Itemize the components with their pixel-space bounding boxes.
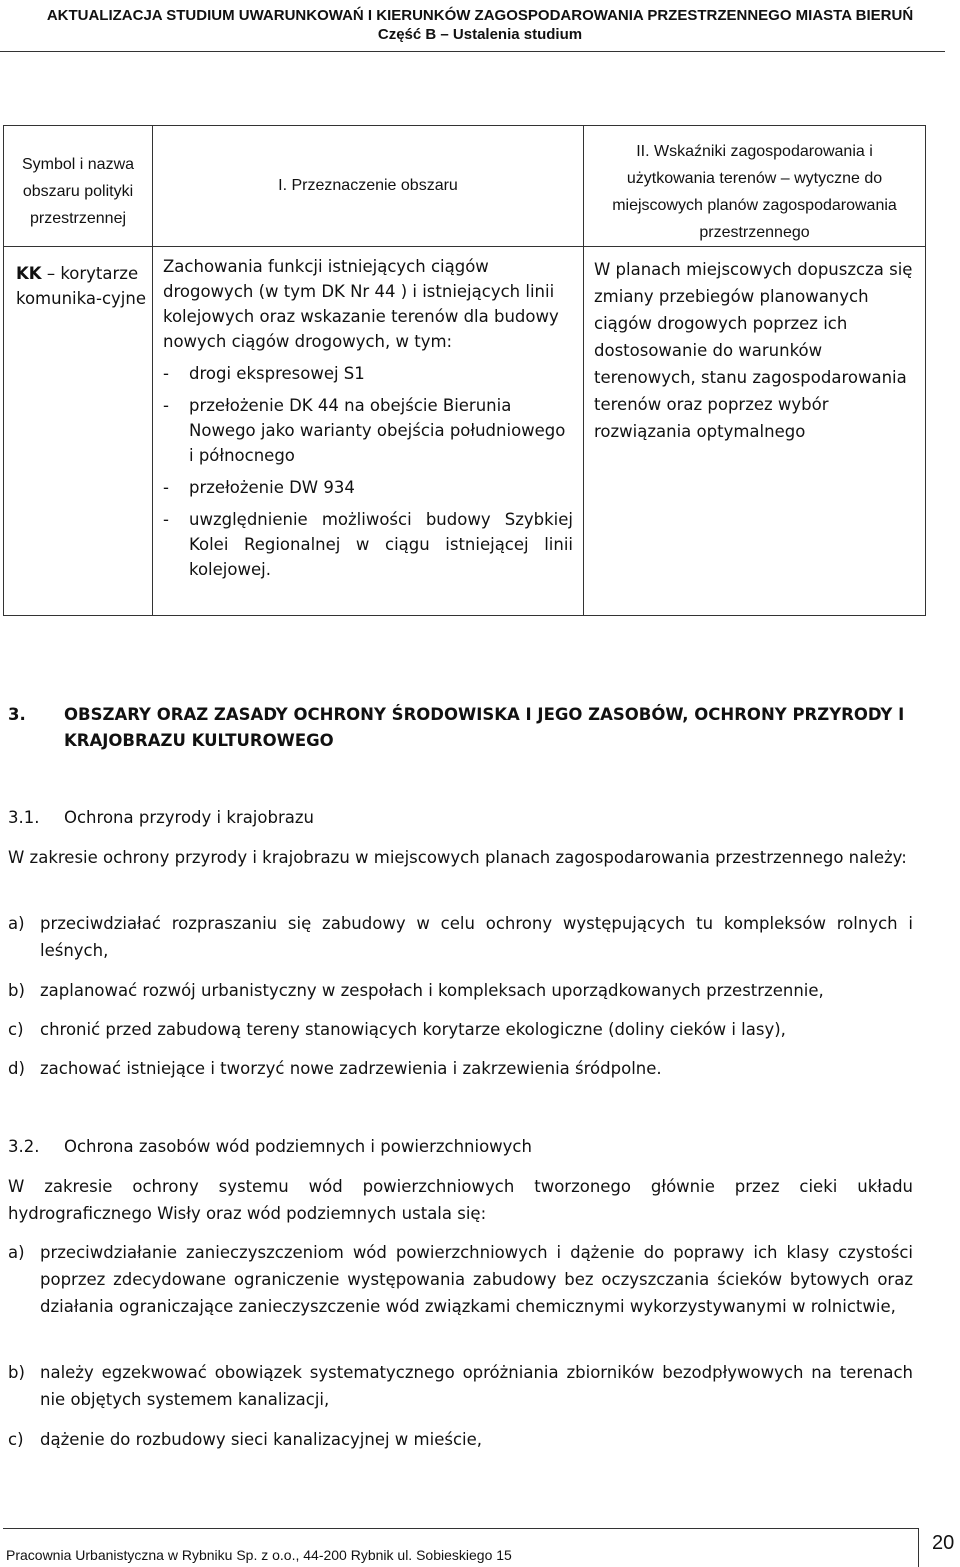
list-item: c) chronić przed zabudową tereny stanowiących korytarze ekologiczne (doliny cieków i lasy),	[8, 1020, 786, 1039]
col-purpose-header: I. Przeznaczenie obszaru	[153, 126, 584, 247]
table-header-row	[4, 126, 926, 247]
list-item: d) zachować istniejące i tworzyć nowe zadrzewienia i zakrzewienia śródpolne.	[8, 1059, 662, 1078]
header-subtitle: Część B – Ustalenia studium	[377, 26, 583, 43]
document-header	[0, 6, 960, 44]
col-guidelines-header: II. Wskaźniki zagospodarowania i użytkowania terenów – wytyczne do miejscowych planów zagospodarowania przestrzennego	[584, 126, 926, 247]
list-item: - przełożenie DW 934	[163, 478, 355, 497]
header-title: AKTUALIZACJA STUDIUM UWARUNKOWAŃ I KIERUNKÓW ZAGOSPODAROWANIA PRZESTRZENNEGO MIASTA BIERUŃ	[46, 7, 914, 24]
section-3-2-intro: W zakresie ochrony systemu wód powierzchniowych tworzonego głównie przez cieki układu hydrograficznego Wisły oraz wód podziemnych ustala się:	[8, 1177, 913, 1223]
area-name: – korytarze komunika-cyjne	[16, 264, 146, 308]
section-3-2-heading: 3.2. Ochrona zasobów wód podziemnych i powierzchniowych	[8, 1137, 532, 1156]
section-3-1-intro: W zakresie ochrony przyrody i krajobrazu w miejscowych planach zagospodarowania przestrzennego należy:	[8, 848, 907, 867]
purpose-cell	[153, 247, 584, 616]
col-symbol-header: Symbol i nazwa obszaru polityki przestrzennej	[4, 126, 153, 247]
list-item: - przełożenie DK 44 na obejście Bierunia Nowego jako warianty obejścia południowego i północnego	[163, 396, 566, 465]
list-item: a) przeciwdziałać rozpraszaniu się zabudowy w celu ochrony występujących tu kompleksów rolnych i leśnych,	[8, 914, 913, 960]
header-divider	[0, 51, 945, 52]
page-number: 20	[932, 1532, 955, 1554]
table-row	[4, 247, 926, 616]
area-symbol-cell	[4, 247, 153, 616]
footer-vertical-divider	[918, 1528, 919, 1567]
footer-address: Pracownia Urbanistyczna w Rybniku Sp. z o.o., 44-200 Rybnik ul. Sobieskiego 15	[6, 1547, 512, 1563]
list-item: b) należy egzekwować obowiązek systematycznego opróżniania zbiorników bezodpływowych na terenach nie objętych systemem kanalizacji,	[8, 1363, 913, 1409]
list-item: a) przeciwdziałanie zanieczyszczeniom wód powierzchniowych i dążenie do poprawy ich klasy czystości poprzez zdecydowane ograniczenie występowania zabudowy bez oczyszczania ścieków bytowych oraz działania ograniczające zanieczyszczenie wód związkami chemicznymi wykorzystywanymi w rolnictwie,	[8, 1243, 913, 1316]
policy-table	[3, 125, 926, 616]
list-item: c) dążenie do rozbudowy sieci kanalizacyjnej w mieście,	[8, 1430, 483, 1449]
guidelines-cell: W planach miejscowych dopuszcza się zmiany przebiegów planowanych ciągów drogowych poprzez ich dostosowanie do warunków terenowych, stanu zagospodarowania terenów oraz poprzez wybór rozwiązania optymalnego	[584, 247, 926, 616]
list-item: - uwzględnienie możliwości budowy Szybkiej Kolei Regionalnej w ciągu istniejącej linii kolejowej.	[163, 510, 573, 579]
section-3-1-heading: 3.1. Ochrona przyrody i krajobrazu	[8, 808, 314, 827]
footer-divider	[3, 1528, 918, 1529]
section-3-heading: 3. OBSZARY ORAZ ZASADY OCHRONY ŚRODOWISKA I JEGO ZASOBÓW, OCHRONY PRZYRODY I KRAJOBRAZU KULTUROWEGO	[8, 705, 905, 750]
area-symbol: KK	[16, 264, 42, 283]
purpose-intro: Zachowania funkcji istniejących ciągów drogowych (w tym DK Nr 44 ) i istniejących linii kolejowych oraz wskazanie terenów dla budowy nowych ciągów drogowych, w tym:	[163, 257, 559, 351]
list-item: b) zaplanować rozwój urbanistyczny w zespołach i kompleksach uporządkowanych przestrzennie,	[8, 981, 824, 1000]
list-item: - drogi ekspresowej S1	[163, 364, 365, 383]
